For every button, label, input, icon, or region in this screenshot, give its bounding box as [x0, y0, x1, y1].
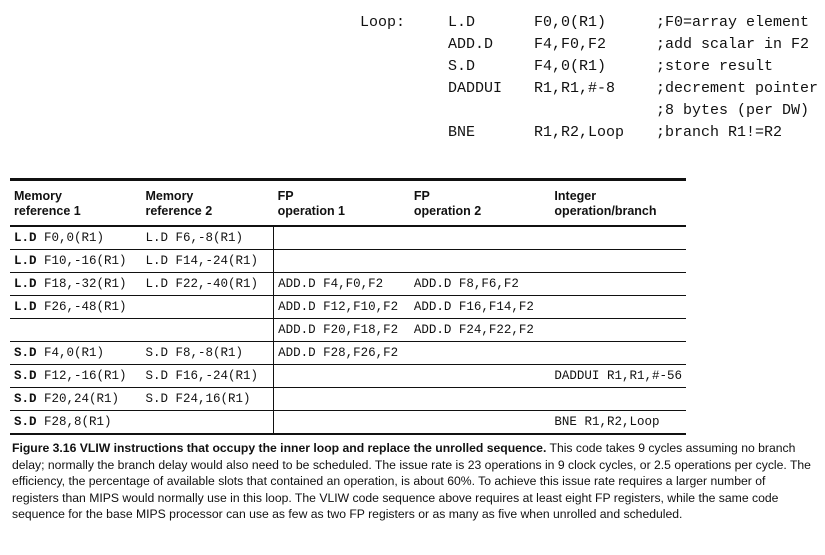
table-cell: ADD.D F12,F10,F2	[274, 296, 410, 319]
code-opcode: L.D	[448, 14, 476, 31]
code-comment: ;add scalar in F2	[656, 36, 810, 53]
header-integer-operation-branch: Integer operation/branch	[554, 189, 657, 218]
table-cell: L.D F10,-16(R1)	[10, 250, 141, 273]
code-comment: ;8 bytes (per DW)	[656, 102, 810, 119]
table-cell	[274, 365, 410, 388]
code-opcode: ADD.D	[448, 36, 494, 53]
code-operands: F4,0(R1)	[534, 58, 607, 75]
code-label	[360, 122, 448, 144]
table-cell: S.D F12,-16(R1)	[10, 365, 141, 388]
table-cell: S.D F4,0(R1)	[10, 342, 141, 365]
code-line	[360, 100, 820, 122]
table-row	[10, 226, 686, 250]
table-cell	[141, 411, 273, 435]
figure-label: Figure 3.16	[12, 441, 77, 455]
table-cell	[410, 342, 551, 365]
table-cell	[410, 411, 551, 435]
figure-caption	[12, 440, 812, 523]
table-cell: DADDUI R1,R1,#-56	[550, 365, 686, 388]
code-label: Loop:	[360, 14, 406, 31]
code-opcode	[448, 100, 534, 122]
table-cell	[410, 250, 551, 273]
table-cell	[410, 226, 551, 250]
table-cell: S.D F24,16(R1)	[141, 388, 273, 411]
table-cell	[550, 296, 686, 319]
table-row	[10, 411, 686, 435]
code-opcode: BNE	[448, 124, 476, 141]
header-fp-operation-1: FP operation 1	[277, 189, 346, 218]
table-cell	[550, 273, 686, 296]
code-line	[360, 78, 820, 100]
code-label	[360, 34, 448, 56]
code-operands	[534, 100, 656, 122]
code-opcode: S.D	[448, 58, 476, 75]
table-row	[10, 342, 686, 365]
table-cell: L.D F14,-24(R1)	[141, 250, 273, 273]
table-cell	[410, 388, 551, 411]
figure-title: VLIW instructions that occupy the inner loop and replace the unrolled sequence.	[79, 441, 547, 455]
table-cell: L.D F0,0(R1)	[10, 226, 141, 250]
code-label	[360, 78, 448, 100]
code-comment: ;F0=array element	[656, 14, 810, 31]
table-cell: ADD.D F20,F18,F2	[274, 319, 410, 342]
table-cell	[410, 365, 551, 388]
code-operands: R1,R2,Loop	[534, 124, 625, 141]
table-cell	[274, 250, 410, 273]
code-line	[360, 12, 820, 34]
table-cell: L.D F26,-48(R1)	[10, 296, 141, 319]
code-operands: R1,R1,#-8	[534, 80, 616, 97]
table-cell: L.D F22,-40(R1)	[141, 273, 273, 296]
table-cell: ADD.D F16,F14,F2	[410, 296, 551, 319]
code-line	[360, 56, 820, 78]
code-operands: F0,0(R1)	[534, 14, 607, 31]
table-header-row	[10, 180, 686, 227]
header-memory-reference-2: Memory reference 2	[145, 189, 213, 218]
table-row	[10, 388, 686, 411]
table-cell	[550, 226, 686, 250]
table-cell: S.D F20,24(R1)	[10, 388, 141, 411]
table-cell	[550, 342, 686, 365]
table-row	[10, 273, 686, 296]
table-row	[10, 365, 686, 388]
code-line	[360, 34, 820, 56]
table-cell	[274, 388, 410, 411]
code-comment: ;decrement pointer	[656, 80, 819, 97]
header-fp-operation-2: FP operation 2	[413, 189, 482, 218]
table-cell: ADD.D F4,F0,F2	[274, 273, 410, 296]
table-cell: BNE R1,R2,Loop	[550, 411, 686, 435]
code-label	[360, 56, 448, 78]
table-cell	[550, 250, 686, 273]
table-cell: L.D F18,-32(R1)	[10, 273, 141, 296]
code-line	[360, 122, 820, 144]
code-opcode: DADDUI	[448, 80, 503, 97]
table-cell: ADD.D F24,F22,F2	[410, 319, 551, 342]
code-comment: ;branch R1!=R2	[656, 124, 783, 141]
table-row	[10, 296, 686, 319]
table-cell	[550, 319, 686, 342]
figure-description: This code takes 9 cycles assuming no branch delay; normally the branch delay would also need to be scheduled. The issue rate is 23 operations in 9 clock cycles, or 2.5 operations per cycle. The efficiency, the percentage of available slots that contained an operation, is about 60%. To achieve this issue rate requires a larger number of registers than MIPS would normally use in this loop. The VLIW code sequence above requires at least eight FP registers, while the same code sequence for the base MIPS processor can use as few as two FP registers or as many as five when unrolled and scheduled.	[12, 441, 811, 522]
table-cell: ADD.D F28,F26,F2	[274, 342, 410, 365]
table-row	[10, 319, 686, 342]
table-cell: S.D F16,-24(R1)	[141, 365, 273, 388]
table-cell	[274, 226, 410, 250]
code-comment: ;store result	[656, 58, 774, 75]
vliw-schedule-table	[10, 178, 686, 435]
code-operands: F4,F0,F2	[534, 36, 607, 53]
loop-code-listing	[360, 12, 820, 144]
table-cell: ADD.D F8,F6,F2	[410, 273, 551, 296]
table-cell	[141, 319, 273, 342]
table-cell	[550, 388, 686, 411]
table-cell	[274, 411, 410, 435]
code-label	[360, 100, 448, 122]
table-row	[10, 250, 686, 273]
table-cell: S.D F28,8(R1)	[10, 411, 141, 435]
table-cell	[141, 296, 273, 319]
table-cell: L.D F6,-8(R1)	[141, 226, 273, 250]
header-memory-reference-1: Memory reference 1	[14, 189, 81, 218]
table-cell: S.D F8,-8(R1)	[141, 342, 273, 365]
table-cell	[10, 319, 141, 342]
